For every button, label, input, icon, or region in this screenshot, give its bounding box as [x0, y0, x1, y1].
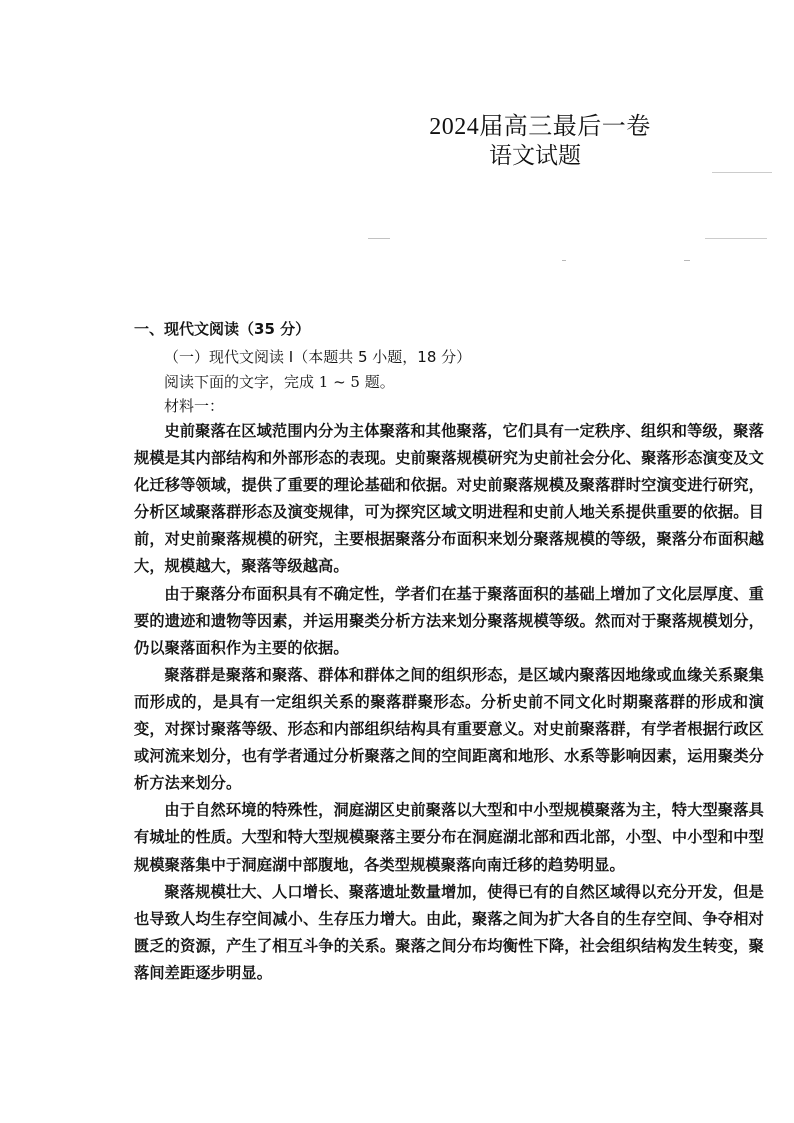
- paragraph: 史前聚落在区域范围内分为主体聚落和其他聚落，它们具有一定秩序、组织和等级，聚落规模是其内部结构和外部形态的表现。史前聚落规模研究为史前社会分化、聚落形态演变及文化迁移等领域，提供了重要的理论基础和依据。对史前聚落规模及聚落群时空演变进行研究，分析区域聚落群形态及演变规律，可为探究区域文明进程和史前人地关系提供重要的依据。目前，对史前聚落规模的研究，主要根据聚落分布面积来划分聚落规模的等级，聚落分布面积越大，规模越大，聚落等级越高。: [134, 422, 764, 576]
- paragraph: 由于自然环境的特殊性，洞庭湖区史前聚落以大型和中小型规模聚落为主，特大型聚落具有城址的性质。大型和特大型规模聚落主要分布在洞庭湖北部和西北部，小型、中小型和中型规模聚落集中于洞庭湖中部腹地，各类型规模聚落向南迁移的趋势明显。: [134, 801, 764, 874]
- scan-artifact: [684, 260, 690, 261]
- scan-artifact: [712, 172, 772, 173]
- material-paragraphs: [134, 418, 764, 987]
- scan-artifact: [562, 260, 566, 261]
- scan-artifact: [368, 238, 390, 239]
- scan-artifact: [705, 238, 767, 239]
- paragraph: 聚落规模壮大、人口增长、聚落遗址数量增加，使得已有的自然区域得以充分开发，但是也导致人均生存空间减小、生存压力增大。由此，聚落之间为扩大各自的生存空间、争夺相对匮乏的资源，产生了相互斗争的关系。聚落之间分布均衡性下降，社会组织结构发生转变，聚落间差距逐步明显。: [134, 882, 764, 982]
- title-block: [400, 112, 680, 170]
- section-subheading: （一）现代文阅读 I（本题共 5 小题，18 分）: [164, 348, 472, 366]
- paragraph: 聚落群是聚落和聚落、群体和群体之间的组织形态，是区域内聚落因地缘或血缘关系聚集而形成的，是具有一定组织关系的聚落群聚形态。分析史前不同文化时期聚落群的形成和演变，对探讨聚落等级、形态和内部组织结构具有重要意义。对史前聚落群，有学者根据行政区或河流来划分，也有学者通过分析聚落之间的空间距离和地形、水系等影响因素，运用聚类分析方法来划分。: [134, 665, 764, 793]
- material-label: 材料一：: [164, 397, 225, 415]
- exam-subtitle: 语文试题: [489, 143, 581, 169]
- paragraph: 由于聚落分布面积具有不确定性，学者们在基于聚落面积的基础上增加了文化层厚度、重要的遗迹和遗物等因素，并运用聚类分析方法来划分聚落规模等级。然而对于聚落规模划分，仍以聚落面积作为主要的依据。: [134, 584, 764, 657]
- section-heading: 一、现代文阅读（35 分）: [134, 320, 311, 338]
- exam-title: 2024届高三最后一卷: [429, 114, 651, 140]
- reading-instruction: 阅读下面的文字，完成 1 ~ 5 题。: [164, 373, 395, 391]
- document-body: [134, 318, 764, 987]
